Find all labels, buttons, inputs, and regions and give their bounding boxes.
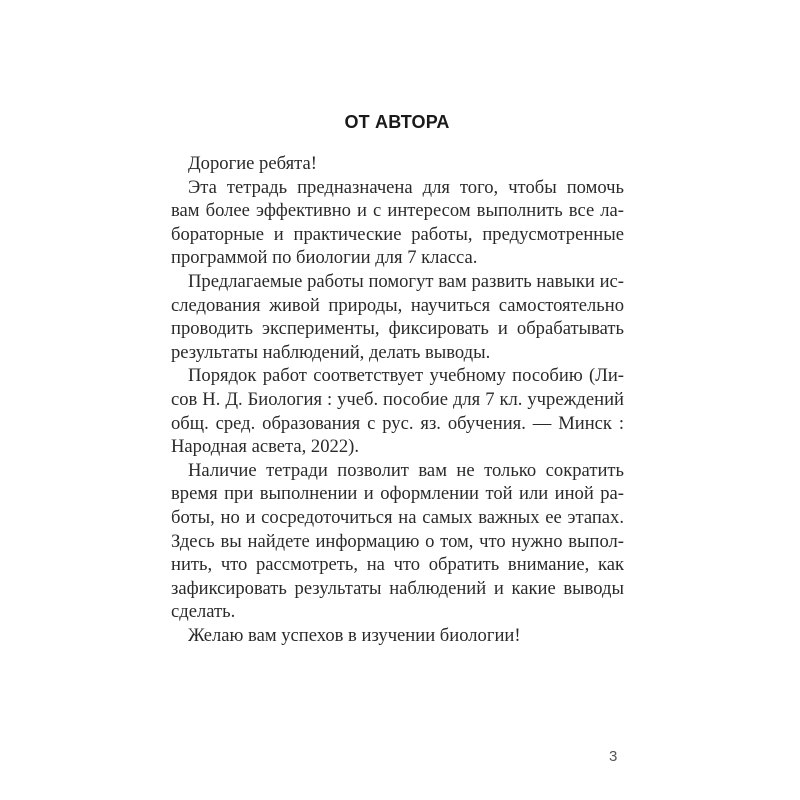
text-line: Здесь вы найдете информацию о том, что нужно выпол-: [171, 530, 624, 552]
text-line: общ. сред. образования с рус. яз. обучения. — Минск :: [171, 412, 624, 434]
text-line: боты, но и сосредоточиться на самых важных ее этапах.: [171, 506, 624, 528]
line-text: Порядок работ соответствует учебному пособию (Ли-: [188, 365, 624, 387]
text-line: [171, 176, 624, 200]
text-line: сов Н. Д. Биология : учеб. пособие для 7 кл. учреждений: [171, 388, 624, 410]
text-line: сделать.: [171, 601, 236, 623]
text-line: Народная асвета, 2022).: [171, 436, 359, 458]
text-line: вам более эффективно и с интересом выполнить все ла-: [171, 200, 624, 222]
line-text: Желаю вам успехов в изучении биологии!: [188, 624, 521, 646]
text-line: программой по биологии для 7 класса.: [171, 247, 478, 269]
text-line: результаты наблюдений, делать выводы.: [171, 341, 491, 363]
paragraph: [171, 364, 624, 458]
text-line: [171, 364, 624, 388]
text-line: [171, 459, 624, 483]
paragraph: [171, 459, 624, 624]
line-text: Эта тетрадь предназначена для того, чтобы помочь: [188, 176, 624, 198]
preface-body: [171, 152, 624, 647]
page-title: ОТ АВТОРА: [344, 112, 450, 132]
page-number: 3: [609, 748, 618, 765]
text-line: следования живой природы, научиться самостоятельно: [171, 294, 624, 316]
paragraph: [171, 176, 624, 270]
text-line: [171, 624, 624, 648]
text-line: бораторные и практические работы, предусмотренные: [171, 223, 624, 245]
text-line: [171, 270, 624, 294]
paragraph: [171, 152, 624, 176]
text-line: проводить эксперименты, фиксировать и обрабатывать: [171, 318, 624, 340]
text-line: нить, что рассмотреть, на что обратить внимание, как: [171, 554, 624, 576]
paragraph: [171, 624, 624, 648]
text-line: [171, 152, 624, 176]
line-text: Дорогие ребята!: [188, 153, 317, 174]
paragraph: [171, 270, 624, 364]
line-text: Предлагаемые работы помогут вам развить навыки ис-: [188, 270, 624, 292]
text-line: зафиксировать результаты наблюдений и какие выводы: [171, 577, 624, 599]
line-text: Наличие тетради позволит вам не только сократить: [188, 459, 624, 481]
text-line: время при выполнении и оформлении той или иной ра-: [171, 483, 624, 505]
